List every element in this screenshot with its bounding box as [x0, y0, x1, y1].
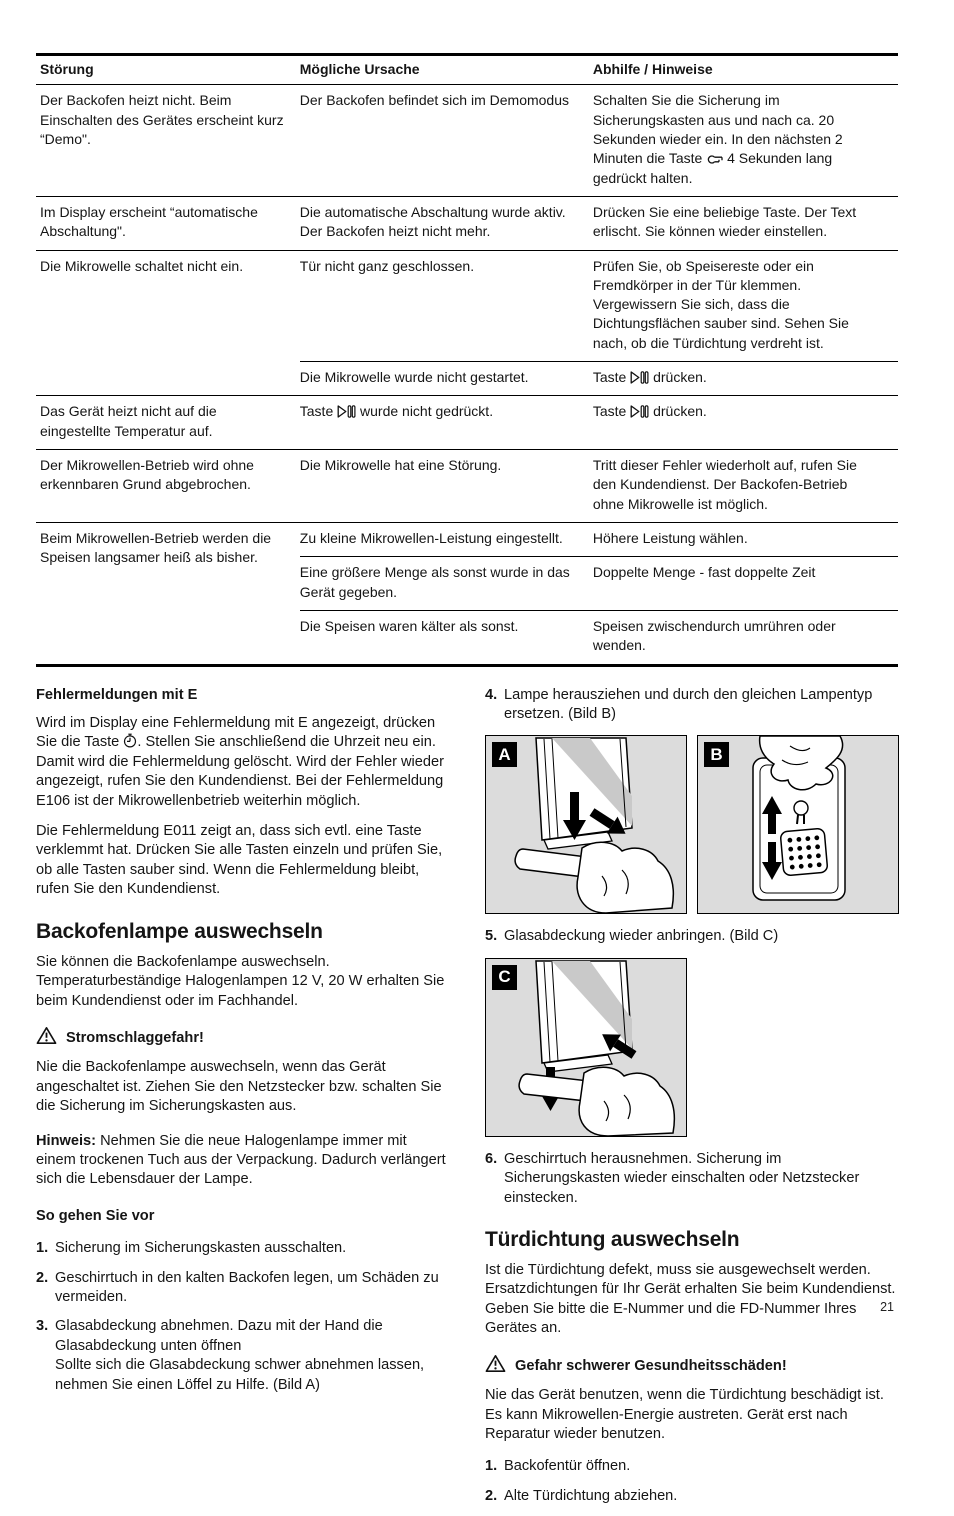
- figure-b-lamp-housing: [697, 735, 899, 914]
- problem-cell: Im Display erscheint “automatische Abschaltung".: [36, 196, 300, 250]
- error-codes-paragraph: Wird im Display eine Fehlermeldung mit E angezeigt, drücken Sie die Taste . Stellen Sie anschließend die Uhrzeit neu ein. Damit wird die Fehlermeldung gelöscht. Wird der Fehler wieder angezeigt, rufen Sie den Kundendienst. Bei der Fehlermeldung E106 ist der Mikrowellenbetrieb weiterhin möglich.: [36, 714, 449, 811]
- table-header-row: [36, 55, 898, 85]
- table-row: [36, 396, 898, 450]
- step-item: 4. Lampe herausziehen und durch den gleichen Lampentyp ersetzen. (Bild B): [485, 686, 898, 725]
- door-seal-steps-list: [485, 1457, 898, 1506]
- health-hazard-warning: [485, 1354, 898, 1379]
- step-item: 1. Backofentür öffnen.: [485, 1457, 898, 1476]
- warning-icon: [485, 1354, 506, 1379]
- error-codes-heading: Fehlermeldungen mit E: [36, 686, 449, 705]
- figure-a-oven-door: [485, 735, 687, 914]
- figure-b-label: B: [704, 742, 729, 767]
- lamp-intro-paragraph: Sie können die Backofenlampe auswechseln. Temperaturbeständige Halogenlampen 12 V, 20 W erhalten Sie beim Kundendienst oder im Fachhandel.: [36, 953, 449, 1011]
- lamp-section-title: Backofenlampe auswechseln: [36, 920, 449, 944]
- start-stop-icon: [630, 369, 649, 385]
- right-column: [485, 686, 898, 1516]
- figure-c-cover-refit: [485, 958, 687, 1137]
- lamp-steps-list-continued: [485, 686, 898, 725]
- remedy-cell: Schalten Sie die Sicherung im Sicherungskasten aus und nach ca. 20 Sekunden wieder ein. In den nächsten 2 Minuten die Taste 4 Sekunden lang gedrückt halten.: [593, 85, 898, 197]
- door-seal-section-title: Türdichtung auswechseln: [485, 1228, 898, 1252]
- step-item: 1. Sicherung im Sicherungskasten ausschalten.: [36, 1239, 449, 1258]
- figure-c-label: C: [492, 965, 517, 990]
- step-item: 5. Glasabdeckung wieder anbringen. (Bild C): [485, 927, 898, 946]
- step-item: 6. Geschirrtuch herausnehmen. Sicherung im Sicherungskasten wieder einschalten oder Netzstecker einstecken.: [485, 1150, 898, 1208]
- cause-cell: Die Speisen waren kälter als sonst.: [300, 610, 593, 665]
- cause-cell: Die Mikrowelle wurde nicht gestartet.: [300, 362, 593, 396]
- problem-cell: Der Backofen heizt nicht. Beim Einschalten des Gerätes erscheint kurz “Demo".: [36, 85, 300, 197]
- key-icon: [706, 150, 723, 166]
- remedy-cell: Taste drücken.: [593, 362, 898, 396]
- remedy-cell: Höhere Leistung wählen.: [593, 522, 898, 556]
- problem-cell: Das Gerät heizt nicht auf die eingestellte Temperatur auf.: [36, 396, 300, 450]
- step-item: 2. Geschirrtuch in den kalten Backofen legen, um Schäden zu vermeiden.: [36, 1269, 449, 1308]
- figure-a-label: A: [492, 742, 517, 767]
- warning-title: Stromschlaggefahr!: [66, 1029, 204, 1048]
- error-codes-paragraph: Die Fehlermeldung E011 zeigt an, dass sich evtl. eine Taste verklemmt hat. Drücken Sie alle Tasten einzeln und prüfen Sie, ob alle Tasten sauber sind. Wenn die Fehlermeldung bleibt, rufen Sie den Kundendienst.: [36, 822, 449, 900]
- column-header-abhilfe: Abhilfe / Hinweise: [593, 55, 898, 85]
- procedure-heading: So gehen Sie vor: [36, 1207, 449, 1226]
- warning-title: Gefahr schwerer Gesundheitsschäden!: [515, 1357, 787, 1376]
- step-item: 2. Alte Türdichtung abziehen.: [485, 1487, 898, 1506]
- step-item: 3. Glasabdeckung abnehmen. Dazu mit der Hand die Glasabdeckung unten öffnen Sollte sich die Glasabdeckung schwer abnehmen lassen, nehmen Sie einen Löffel zu Hilfe. (Bild A): [36, 1317, 449, 1395]
- table-row: [36, 250, 898, 362]
- warning-icon: [36, 1026, 57, 1051]
- table-row: [36, 522, 898, 556]
- remedy-cell: Tritt dieser Fehler wiederholt auf, rufen Sie den Kundendienst. Der Backofen-Betrieb ohne Mikrowelle ist möglich.: [593, 450, 898, 523]
- note-paragraph: Hinweis: Nehmen Sie die neue Halogenlampe immer mit einem trockenen Tuch aus der Verpackung. Dadurch verlängert sich die Lebensdauer der Lampe.: [36, 1132, 449, 1190]
- cause-cell: Die Mikrowelle hat eine Störung.: [300, 450, 593, 523]
- start-stop-icon: [337, 403, 356, 419]
- warning-paragraph: Nie das Gerät benutzen, wenn die Türdichtung beschädigt ist. Es kann Mikrowellen-Energie austreten. Gerät erst nach Reparatur wieder benutzen.: [485, 1386, 898, 1444]
- troubleshooting-table: [36, 53, 898, 667]
- problem-cell: Der Mikrowellen-Betrieb wird ohne erkennbaren Grund abgebrochen.: [36, 450, 300, 523]
- table-row: [36, 450, 898, 523]
- table-row: [36, 196, 898, 250]
- cause-cell: Taste wurde nicht gedrückt.: [300, 396, 593, 450]
- left-column: [36, 686, 449, 1516]
- page-number: 21: [880, 1299, 894, 1316]
- clock-icon: [123, 734, 137, 750]
- remedy-cell: Prüfen Sie, ob Speisereste oder ein Fremdkörper in der Tür klemmen. Vergewissern Sie sich, dass die Dichtungsflächen sauber sind. Sehen Sie nach, ob die Türdichtung verdreht ist.: [593, 250, 898, 362]
- remedy-cell: Drücken Sie eine beliebige Taste. Der Text erlischt. Sie können wieder einstellen.: [593, 196, 898, 250]
- cause-cell: Tür nicht ganz geschlossen.: [300, 250, 593, 362]
- lamp-steps-list: [36, 1239, 449, 1395]
- warning-paragraph: Nie die Backofenlampe auswechseln, wenn das Gerät angeschaltet ist. Ziehen Sie den Netzstecker bzw. schalten Sie die Sicherung im Sicherungskasten aus.: [36, 1058, 449, 1116]
- cause-cell: Der Backofen befindet sich im Demomodus: [300, 85, 593, 197]
- remedy-cell: Taste drücken.: [593, 396, 898, 450]
- cause-cell: Eine größere Menge als sonst wurde in das Gerät gegeben.: [300, 557, 593, 611]
- lamp-steps-list-continued: [485, 1150, 898, 1208]
- lamp-steps-list-continued: [485, 927, 898, 946]
- remedy-cell: Doppelte Menge - fast doppelte Zeit: [593, 557, 898, 611]
- door-seal-intro-paragraph: Ist die Türdichtung defekt, muss sie ausgewechselt werden. Ersatzdichtungen für Ihr Gerät erhalten Sie beim Kundendienst. Geben Sie bitte die E-Nummer und die FD-Nummer Ihres Gerätes an.: [485, 1261, 898, 1339]
- column-header-stoerung: Störung: [36, 55, 300, 85]
- start-stop-icon: [630, 403, 649, 419]
- cause-cell: Die automatische Abschaltung wurde aktiv. Der Backofen heizt nicht mehr.: [300, 196, 593, 250]
- problem-cell: Die Mikrowelle schaltet nicht ein.: [36, 250, 300, 396]
- figure-row-ab: [485, 735, 898, 914]
- cause-cell: Zu kleine Mikrowellen-Leistung eingestellt.: [300, 522, 593, 556]
- table-row: [36, 85, 898, 197]
- electric-shock-warning: [36, 1026, 449, 1051]
- remedy-cell: Speisen zwischendurch umrühren oder wenden.: [593, 610, 898, 665]
- figure-row-c: [485, 958, 898, 1137]
- problem-cell: Beim Mikrowellen-Betrieb werden die Speisen langsamer heiß als bisher.: [36, 522, 300, 665]
- column-header-ursache: Mögliche Ursache: [300, 55, 593, 85]
